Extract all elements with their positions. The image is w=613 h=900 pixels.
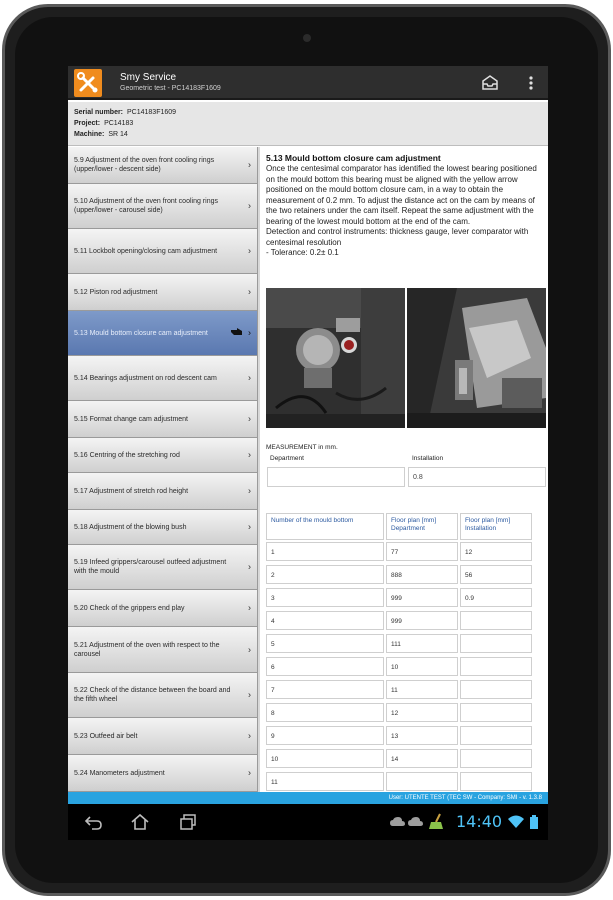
machine-info — [68, 102, 548, 146]
inbox-icon[interactable] — [479, 72, 501, 94]
cloud-icon — [390, 812, 406, 832]
app-subtitle: Geometric test - PC14183F1609 — [120, 85, 221, 92]
chevron-right-icon: › — [248, 767, 251, 778]
system-clock: 14:40 — [456, 812, 503, 831]
table-cell[interactable]: 9 — [266, 726, 384, 745]
table-cell[interactable] — [386, 772, 458, 791]
table-cell[interactable]: 2 — [266, 565, 384, 584]
list-item-label: 5.17 Adjustment of stretch rod height — [74, 487, 189, 495]
table-cell[interactable] — [460, 772, 532, 791]
chevron-right-icon: › — [248, 485, 251, 496]
chevron-right-icon: › — [248, 644, 251, 654]
table-cell[interactable]: 13 — [386, 726, 458, 745]
list-item[interactable] — [68, 147, 258, 184]
list-item[interactable] — [68, 755, 258, 792]
project-row — [74, 120, 133, 127]
table-cell[interactable] — [460, 703, 532, 722]
procedure-text: Once the centesimal comparator has identified the lowest bearing positioned on the mould bottom this bearing must be aligned with the yellow arrow positioned on the mould bottom closure cam, in a way to obtain the measurement of 0.2 mm. To adjust the distance act on the cam by means of the two retainers under the cam itself. Repeat the same adjustment with the bearing of the lowest mould bottom at the end of the cam. — [266, 164, 537, 226]
table-cell[interactable]: 56 — [460, 565, 532, 584]
wifi-icon — [508, 812, 524, 832]
table-cell[interactable] — [460, 749, 532, 768]
table-cell[interactable]: 888 — [386, 565, 458, 584]
measurement-label: MEASUREMENT in mm. — [266, 444, 338, 451]
section-title: 5.13 Mould bottom closure cam adjustment — [266, 153, 441, 163]
list-item[interactable] — [68, 627, 258, 673]
machine-row — [74, 131, 128, 138]
list-item[interactable] — [68, 510, 258, 545]
table-cell[interactable]: 14 — [386, 749, 458, 768]
table-cell[interactable] — [460, 611, 532, 630]
list-item[interactable] — [68, 356, 258, 401]
list-item[interactable] — [68, 274, 258, 311]
table-cell[interactable]: 12 — [460, 542, 532, 561]
department-label: Department — [270, 455, 304, 462]
chevron-right-icon: › — [248, 245, 251, 256]
table-cell[interactable]: 11 — [266, 772, 384, 791]
machine-value: SR 14 — [108, 131, 128, 138]
battery-icon — [528, 812, 540, 832]
table-header-installation: Floor plan [mm] Installation — [460, 513, 532, 540]
front-camera — [303, 34, 311, 42]
table-cell[interactable]: 999 — [386, 588, 458, 607]
app-logo-icon[interactable] — [74, 69, 102, 97]
project-label: Project: — [74, 120, 101, 127]
screen — [68, 66, 548, 804]
overflow-menu-icon[interactable] — [520, 72, 542, 94]
installation-label: Installation — [412, 455, 444, 462]
list-item-label: 5.20 Check of the grippers end play — [74, 604, 185, 612]
cleaning-icon — [428, 812, 446, 832]
project-value: PC14183 — [104, 120, 134, 127]
table-cell[interactable]: 6 — [266, 657, 384, 676]
list-item-label: 5.11 Lockbolt opening/closing cam adjustment — [74, 247, 218, 255]
list-item-selected[interactable] — [68, 311, 258, 356]
system-navigation-bar — [68, 804, 548, 840]
table-cell[interactable]: 0.9 — [460, 588, 532, 607]
chevron-right-icon: › — [248, 561, 251, 572]
list-item[interactable] — [68, 473, 258, 510]
chevron-right-icon: › — [248, 159, 251, 170]
list-item-label: 5.14 Bearings adjustment on rod descent cam — [74, 374, 217, 382]
chevron-right-icon: › — [248, 413, 251, 424]
chevron-right-icon: › — [248, 286, 251, 297]
list-item-label: 5.9 Adjustment of the oven front cooling rings (upper/lower - descent side) — [74, 157, 215, 173]
chevron-right-icon: › — [248, 521, 251, 532]
installation-measurement-field[interactable]: 0.8 — [408, 467, 546, 487]
table-header-mould-number: Number of the mould bottom — [266, 513, 384, 540]
department-measurement-field[interactable] — [267, 467, 405, 487]
chevron-right-icon: › — [248, 449, 251, 460]
list-item[interactable] — [68, 545, 258, 590]
user-status-bar: User: UTENTE TEST (TEC SW - Company: SMI - v. 1.3.8 — [68, 792, 548, 804]
list-item-label: 5.19 Infeed grippers/carousel outfeed adjustment with the mould — [74, 559, 227, 575]
machine-photo-cam — [266, 288, 405, 428]
table-header-department: Floor plan [mm] Department — [386, 513, 458, 540]
cloud-sync-icon — [408, 812, 424, 832]
list-item-label: 5.13 Mould bottom closure cam adjustment — [74, 329, 208, 337]
home-icon[interactable] — [130, 812, 150, 832]
list-item-label: 5.24 Manometers adjustment — [74, 769, 165, 777]
machine-photo-bearing — [407, 288, 546, 428]
table-cell[interactable]: 4 — [266, 611, 384, 630]
app-title: Smy Service — [120, 72, 177, 83]
detail-panel[interactable] — [262, 147, 548, 792]
chevron-right-icon: › — [248, 327, 251, 338]
list-item[interactable] — [68, 673, 258, 718]
list-item-label: 5.16 Centring of the stretching rod — [74, 451, 180, 459]
list-item-label: 5.22 Check of the distance between the board and the fifth wheel — [74, 687, 231, 703]
table-cell[interactable]: 5 — [266, 634, 384, 653]
table-cell[interactable] — [460, 680, 532, 699]
recent-apps-icon[interactable] — [178, 812, 198, 832]
list-item-label: 5.23 Outfeed air belt — [74, 732, 138, 740]
tolerance-text: - Tolerance: 0.2± 0.1 — [266, 248, 339, 257]
list-item-label: 5.15 Format change cam adjustment — [74, 415, 189, 423]
back-icon[interactable] — [84, 812, 104, 832]
chevron-right-icon: › — [248, 602, 251, 613]
pointing-hand-icon — [231, 327, 243, 339]
serial-value: PC14183F1609 — [127, 109, 177, 116]
table-cell[interactable]: 77 — [386, 542, 458, 561]
serial-label: Serial number: — [74, 109, 124, 116]
table-cell[interactable]: 1 — [266, 542, 384, 561]
chevron-right-icon: › — [248, 200, 251, 211]
action-bar — [68, 66, 548, 100]
list-item[interactable] — [68, 184, 258, 229]
chevron-right-icon: › — [248, 730, 251, 741]
chevron-right-icon: › — [248, 372, 251, 383]
list-item[interactable] — [68, 718, 258, 755]
list-item[interactable] — [68, 401, 258, 438]
table-cell[interactable]: 11 — [386, 680, 458, 699]
list-item-label: 5.18 Adjustment of the blowing bush — [74, 523, 187, 531]
table-cell[interactable]: 999 — [386, 611, 458, 630]
machine-label: Machine: — [74, 131, 105, 138]
table-cell[interactable]: 10 — [386, 657, 458, 676]
chevron-right-icon: › — [248, 689, 251, 700]
list-item-label: 5.12 Piston rod adjustment — [74, 288, 158, 296]
table-cell[interactable] — [460, 726, 532, 745]
list-item[interactable] — [68, 590, 258, 627]
list-item-label: 5.21 Adjustment of the oven with respect to the carousel — [74, 641, 220, 658]
table-cell[interactable] — [460, 657, 532, 676]
list-item[interactable] — [68, 229, 258, 274]
procedure-list[interactable] — [68, 147, 260, 792]
instruments-text: Detection and control instruments: thickness gauge, lever comparator with centesimal resolution — [266, 227, 529, 247]
table-cell[interactable]: 10 — [266, 749, 384, 768]
table-cell[interactable]: 7 — [266, 680, 384, 699]
table-cell[interactable]: 12 — [386, 703, 458, 722]
serial-row — [74, 109, 176, 116]
table-cell[interactable]: 3 — [266, 588, 384, 607]
table-cell[interactable]: 8 — [266, 703, 384, 722]
table-cell[interactable]: 111 — [386, 634, 458, 653]
section-description — [266, 164, 544, 259]
list-item[interactable] — [68, 438, 258, 473]
list-item-label: 5.10 Adjustment of the oven front cooling rings (upper/lower - carousel side) — [74, 198, 218, 214]
table-cell[interactable] — [460, 634, 532, 653]
